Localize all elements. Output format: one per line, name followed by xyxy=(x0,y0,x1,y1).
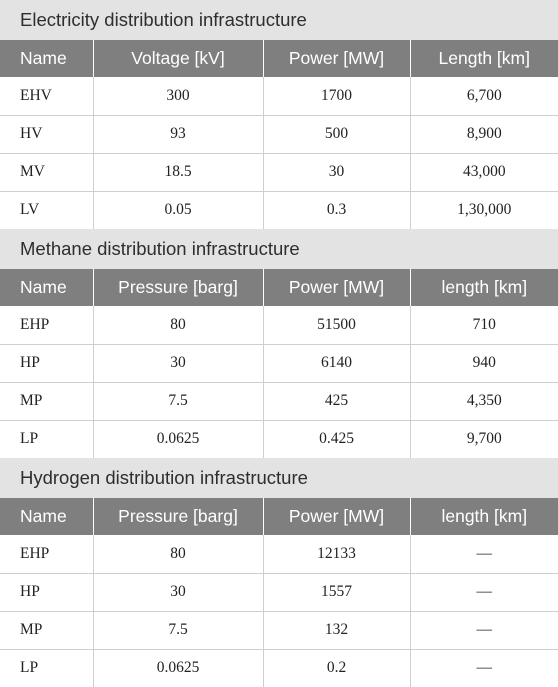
table-cell: 500 xyxy=(263,115,410,153)
column-header: Name xyxy=(0,40,93,77)
table-cell: 0.05 xyxy=(93,191,263,229)
table-row xyxy=(0,77,558,115)
table-cell: HV xyxy=(0,115,93,153)
methane-section-title: Methane distribution infrastructure xyxy=(0,229,558,269)
table-cell: LV xyxy=(20,201,40,219)
table-cell: 80 xyxy=(93,306,263,344)
hydrogen-section-title: Hydrogen distribution infrastructure xyxy=(0,458,558,498)
hydrogen-header-row xyxy=(0,498,558,535)
table-row xyxy=(0,382,558,420)
table-cell: 30 xyxy=(93,344,263,382)
table-cell: 0.0625 xyxy=(93,420,263,458)
table-cell: LP xyxy=(20,659,39,677)
table-row xyxy=(0,153,558,191)
methane-section-title-row xyxy=(0,229,558,269)
table-row xyxy=(0,649,558,687)
table-cell: 425 xyxy=(263,382,410,420)
table-cell: 132 xyxy=(263,611,410,649)
column-header: Power [MW] xyxy=(263,269,410,306)
electricity-section-title: Electricity distribution infrastructure xyxy=(0,0,558,40)
table-cell: 0.0625 xyxy=(93,649,263,687)
table-cell: 93 xyxy=(93,115,263,153)
table-cell: 80 xyxy=(93,535,263,573)
table-cell: — xyxy=(410,535,558,573)
table-cell: EHP xyxy=(0,306,93,344)
column-header: Name xyxy=(0,498,93,535)
table-row xyxy=(0,191,558,229)
table-cell: 1700 xyxy=(263,77,410,115)
table-row xyxy=(0,611,558,649)
table-cell: 6140 xyxy=(263,344,410,382)
table-cell: LP xyxy=(20,430,39,448)
table-cell: — xyxy=(410,611,558,649)
table-row xyxy=(0,535,558,573)
table-cell: 18.5 xyxy=(93,153,263,191)
column-header: Power [MW] xyxy=(263,40,410,77)
table-cell: MV xyxy=(0,153,93,191)
table-cell: 51500 xyxy=(263,306,410,344)
table-cell: 7.5 xyxy=(93,382,263,420)
table-cell: 30 xyxy=(93,573,263,611)
table-cell: 710 xyxy=(410,306,558,344)
methane-header-row xyxy=(0,269,558,306)
table-cell: 30 xyxy=(263,153,410,191)
table-cell: 12133 xyxy=(263,535,410,573)
table-cell: — xyxy=(410,649,558,687)
table-cell: 0.3 xyxy=(263,191,410,229)
column-header: Pressure [barg] xyxy=(93,498,263,535)
electricity-header-row xyxy=(0,40,558,77)
column-header: Length [km] xyxy=(410,40,558,77)
column-header: length [km] xyxy=(410,498,558,535)
column-header: Power [MW] xyxy=(263,498,410,535)
table-cell: MP xyxy=(0,382,93,420)
table-row xyxy=(0,306,558,344)
table-cell: 0.425 xyxy=(263,420,410,458)
table-cell: 43,000 xyxy=(410,153,558,191)
table-cell: 8,900 xyxy=(410,115,558,153)
table-cell: MP xyxy=(0,611,93,649)
electricity-section-title-row xyxy=(0,0,558,40)
table-cell: HP xyxy=(0,573,93,611)
table-row xyxy=(0,344,558,382)
table-cell: 6,700 xyxy=(410,77,558,115)
hydrogen-section-title-row xyxy=(0,458,558,498)
table-cell: 300 xyxy=(93,77,263,115)
table-row xyxy=(0,420,558,458)
column-header: Pressure [barg] xyxy=(93,269,263,306)
table-cell: 9,700 xyxy=(410,420,558,458)
table-cell: 1557 xyxy=(263,573,410,611)
table-cell: — xyxy=(410,573,558,611)
table-row xyxy=(0,115,558,153)
table-cell: 1,30,000 xyxy=(410,191,558,229)
table-cell: 7.5 xyxy=(93,611,263,649)
column-header: Name xyxy=(0,269,93,306)
table-cell: 940 xyxy=(410,344,558,382)
table-cell: EHP xyxy=(0,535,93,573)
table-row xyxy=(0,573,558,611)
column-header: length [km] xyxy=(410,269,558,306)
table-cell: 4,350 xyxy=(410,382,558,420)
column-header: Voltage [kV] xyxy=(93,40,263,77)
table-cell: EHV xyxy=(0,77,93,115)
table-cell: HP xyxy=(0,344,93,382)
table-cell: 0.2 xyxy=(263,649,410,687)
